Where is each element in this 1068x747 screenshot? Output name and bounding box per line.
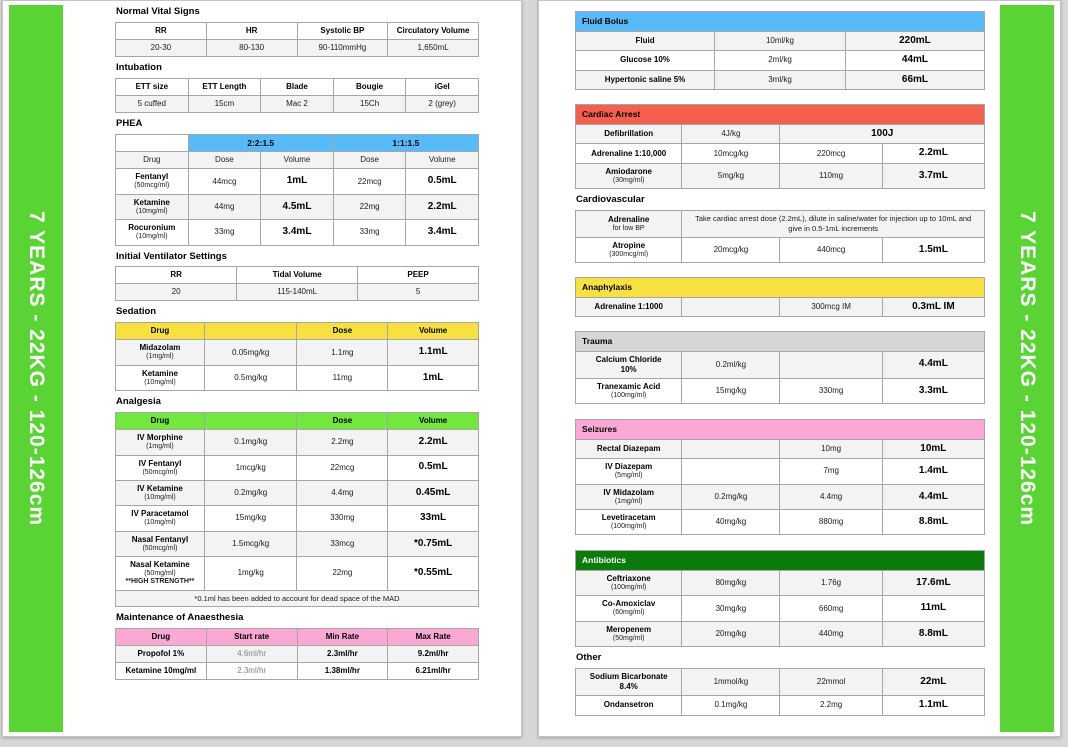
table-row (116, 430, 479, 455)
drug-cell: Hypertonic saline 5% (576, 70, 715, 90)
section-band-trauma (576, 332, 985, 352)
section-antibiotics (575, 550, 985, 647)
cell: 80-130 (206, 39, 297, 56)
cell: 22mg (297, 557, 388, 591)
cell: Take cardiac arrest dose (2.2mL), dilute in saline/water for injection up to 10mL and give in 0.5-1mL increments (682, 211, 985, 238)
cell: 115-140mL (237, 284, 358, 301)
section-band-antibiotics (576, 551, 985, 571)
volume-cell: 0.5mL (406, 169, 479, 194)
table-row (116, 590, 479, 606)
table-row (576, 621, 985, 646)
cell: Mac 2 (261, 95, 334, 112)
table-maintenance (115, 628, 479, 680)
volume-cell: 0.45mL (388, 480, 479, 505)
section-band-cardiac_arrest (576, 105, 985, 125)
cell (682, 459, 780, 484)
table-row (116, 531, 479, 556)
cell: 5mg/kg (682, 163, 780, 188)
cell: 10mg (780, 439, 882, 459)
header-cell: PEEP (358, 267, 479, 284)
cell: 330mg (297, 506, 388, 531)
cell: 0.2mg/kg (204, 480, 297, 505)
header-cell (204, 413, 297, 430)
cell: 20 (116, 284, 237, 301)
drug-cell: Adrenaline 1:1000 (576, 297, 682, 317)
volume-cell: 3.7mL (882, 163, 984, 188)
section-title-intubation: Intubation (116, 61, 162, 73)
cell: 10mcg/kg (682, 144, 780, 164)
cell: 15Ch (333, 95, 406, 112)
drug-cell: Defibrillation (576, 124, 682, 144)
header-cell: Volume (406, 152, 479, 169)
cell: 880mg (780, 510, 882, 535)
cell: 0.1mg/kg (682, 696, 780, 716)
section-seizures (575, 419, 985, 535)
table-row (576, 144, 985, 164)
table-cardiovascular (575, 210, 985, 263)
header-cell: Dose (297, 413, 388, 430)
table-row (116, 220, 479, 245)
cell: 7mg (780, 459, 882, 484)
section-band-seizures (576, 420, 985, 440)
table-intubation (115, 78, 479, 113)
cell: 0.2mg/kg (682, 484, 780, 509)
volume-cell: 4.4mL (882, 484, 984, 509)
section-analgesia (115, 397, 479, 607)
cell: 33mg (333, 220, 406, 245)
drug-cell: Fluid (576, 31, 715, 51)
page-right-content (575, 11, 985, 716)
section-title-ventilator: Initial Ventilator Settings (116, 250, 227, 262)
cell: 4.6ml/hr (206, 646, 297, 663)
cell: 44mg (188, 194, 261, 219)
volume-cell: 1.1mL (882, 696, 984, 716)
patient-summary-right: 7 YEARS - 22KG - 120-126cm (1016, 210, 1039, 527)
band-label: Anaphylaxis (576, 277, 985, 297)
drug-cell: IV Fentanyl (50mcg/ml) (116, 455, 205, 480)
cell: 4J/kg (682, 124, 780, 144)
band-label: Seizures (576, 420, 985, 440)
section-vital_signs (115, 7, 479, 57)
header-cell: RR (116, 22, 207, 39)
header-cell: Volume (261, 152, 334, 169)
volume-cell: 3.3mL (882, 378, 984, 403)
volume-cell: 2.2mL (406, 194, 479, 219)
header-cell: Volume (388, 323, 479, 340)
cell: 5 cuffed (116, 95, 189, 112)
drug-cell: Sodium Bicarbonate 8.4% (576, 669, 682, 696)
section-title-cardiovascular: Cardiovascular (576, 194, 645, 206)
cell: 440mcg (780, 237, 882, 262)
volume-cell: 8.8mL (882, 621, 984, 646)
cell: 0.05mg/kg (204, 340, 297, 365)
column-header-row (116, 629, 479, 646)
header-cell (204, 323, 297, 340)
cell: 1.76g (780, 571, 882, 596)
section-title-phea: PHEA (116, 117, 143, 129)
table-row (116, 284, 479, 301)
drug-cell: IV Midazolam (1mg/ml) (576, 484, 682, 509)
cell: 1.5mcg/kg (204, 531, 297, 556)
drug-cell: Nasal Fentanyl (50mcg/ml) (116, 531, 205, 556)
header-cell: Start rate (206, 629, 297, 646)
drug-cell: Meropenem (50mg/ml) (576, 621, 682, 646)
table-analgesia (115, 412, 479, 607)
cell (780, 351, 882, 378)
cell: 22mmol (780, 669, 882, 696)
drug-cell: Rocuronium (10mg/ml) (116, 220, 189, 245)
drug-cell: Adrenaline 1:10,000 (576, 144, 682, 164)
table-row (116, 557, 479, 591)
volume-cell: 22mL (882, 669, 984, 696)
drug-cell: Amiodarone (30mg/ml) (576, 163, 682, 188)
page-left-content (115, 5, 479, 680)
section-anaphylaxis (575, 277, 985, 317)
table-row (576, 459, 985, 484)
weight-band-right (1000, 5, 1054, 732)
table-row (116, 95, 479, 112)
header-cell: Dose (333, 152, 406, 169)
volume-cell: 3.4mL (406, 220, 479, 245)
drug-cell: Rectal Diazepam (576, 439, 682, 459)
drug-cell: Ketamine 10mg/ml (116, 663, 207, 680)
cell: 22mcg (333, 169, 406, 194)
cell: 1mg/kg (204, 557, 297, 591)
cell: 4.4mg (780, 484, 882, 509)
section-ventilator (115, 252, 479, 302)
cell: 20mcg/kg (682, 237, 780, 262)
table-row (576, 70, 985, 90)
table-row (116, 663, 479, 680)
table-antibiotics (575, 550, 985, 647)
section-fluid_bolus (575, 11, 985, 90)
header-cell: ETT Length (188, 78, 261, 95)
table-row (576, 378, 985, 403)
cell: 5 (358, 284, 479, 301)
volume-cell: 10mL (882, 439, 984, 459)
header-cell: Circulatory Volume (388, 22, 479, 39)
cell: 33mcg (297, 531, 388, 556)
section-sedation (115, 307, 479, 391)
cell: 40mg/kg (682, 510, 780, 535)
cell: 0.2ml/kg (682, 351, 780, 378)
drug-cell: IV Diazepam (5mg/ml) (576, 459, 682, 484)
table-row (576, 669, 985, 696)
volume-cell: 1mL (388, 365, 479, 390)
cell: 110mg (780, 163, 882, 188)
cell: 44mcg (188, 169, 261, 194)
section-intubation (115, 63, 479, 113)
cell: 11mg (297, 365, 388, 390)
drug-cell: Propofol 1% (116, 646, 207, 663)
cell: 2ml/kg (715, 51, 846, 71)
volume-cell: 17.6mL (882, 571, 984, 596)
cell: 300mcg IM (780, 297, 882, 317)
section-title-analgesia: Analgesia (116, 396, 161, 408)
table-row (576, 297, 985, 317)
cell: 220mcg (780, 144, 882, 164)
band-label: Fluid Bolus (576, 12, 985, 32)
table-row (116, 169, 479, 194)
cell: 15cm (188, 95, 261, 112)
cell: 90-110mmHg (297, 39, 388, 56)
table-other (575, 668, 985, 716)
section-other (575, 653, 985, 715)
header-cell: Blade (261, 78, 334, 95)
drug-cell: Calcium Chloride 10% (576, 351, 682, 378)
table-row (116, 39, 479, 56)
cell: 1mcg/kg (204, 455, 297, 480)
table-row (576, 237, 985, 262)
header-cell: Dose (188, 152, 261, 169)
table-row (576, 696, 985, 716)
cell: 2.3ml/hr (206, 663, 297, 680)
header-cell: Drug (116, 413, 205, 430)
cell: 1.1mg (297, 340, 388, 365)
header-cell: Drug (116, 152, 189, 169)
weight-band-left (9, 5, 63, 732)
table-anaphylaxis (575, 277, 985, 317)
table-row (116, 22, 479, 39)
drug-cell: IV Ketamine (10mg/ml) (116, 480, 205, 505)
cell: 22mg (333, 194, 406, 219)
table-row (576, 351, 985, 378)
drug-cell: Fentanyl (50mcg/ml) (116, 169, 189, 194)
section-phea (115, 119, 479, 246)
volume-cell: 11mL (882, 596, 984, 621)
page-left (2, 0, 522, 737)
drug-cell: Ketamine (10mg/ml) (116, 194, 189, 219)
table-row (116, 78, 479, 95)
table-fluid_bolus (575, 11, 985, 90)
table-ventilator (115, 266, 479, 301)
volume-cell: 0.3mL IM (882, 297, 984, 317)
band-label: Trauma (576, 332, 985, 352)
header-cell: Max Rate (388, 629, 479, 646)
section-title-other: Other (576, 652, 602, 664)
header-cell: Tidal Volume (237, 267, 358, 284)
section-maintenance (115, 613, 479, 680)
section-band-anaphylaxis (576, 277, 985, 297)
page-right (538, 0, 1061, 737)
section-title-vital_signs: Normal Vital Signs (116, 6, 200, 17)
section-trauma (575, 331, 985, 404)
cell: 80mg/kg (682, 571, 780, 596)
table-row (576, 439, 985, 459)
band-label: Cardiac Arrest (576, 105, 985, 125)
cell: 2.2mg (297, 430, 388, 455)
volume-cell: 1.1mL (388, 340, 479, 365)
band-cell: 1:1:1.5 (333, 134, 478, 152)
cell: 2.2mg (780, 696, 882, 716)
table-row (116, 152, 479, 169)
cell: 0.1mg/kg (204, 430, 297, 455)
table-row (116, 340, 479, 365)
header-cell: Drug (116, 323, 205, 340)
drug-cell: Ceftriaxone (100mg/ml) (576, 571, 682, 596)
table-row (576, 163, 985, 188)
header-cell: RR (116, 267, 237, 284)
drug-cell: Midazolam (1mg/ml) (116, 340, 205, 365)
table-row (116, 267, 479, 284)
section-cardiac_arrest (575, 104, 985, 189)
column-header-row (116, 413, 479, 430)
volume-cell: 3.4mL (261, 220, 334, 245)
section-cardiovascular (575, 195, 985, 263)
table-row (576, 31, 985, 51)
section-band-phea (116, 134, 479, 152)
cell: 15mg/kg (682, 378, 780, 403)
header-cell: HR (206, 22, 297, 39)
drug-cell: Adrenaline for low BP (576, 211, 682, 238)
table-row (116, 646, 479, 663)
drug-cell: Levetiracetam (100mg/ml) (576, 510, 682, 535)
band-label: Antibiotics (576, 551, 985, 571)
table-row (116, 455, 479, 480)
cell: 440mg (780, 621, 882, 646)
volume-cell: 2.2mL (388, 430, 479, 455)
header-cell: Volume (388, 413, 479, 430)
table-row (576, 596, 985, 621)
table-seizures (575, 419, 985, 535)
table-row (576, 124, 985, 144)
drug-cell: Ondansetron (576, 696, 682, 716)
header-cell: 6.21ml/hr (388, 663, 479, 680)
table-row (576, 51, 985, 71)
table-row (576, 484, 985, 509)
column-header-row (116, 323, 479, 340)
header-cell: Bougie (333, 78, 406, 95)
cell (682, 439, 780, 459)
volume-cell: 4.5mL (261, 194, 334, 219)
drug-cell: Atropine (300mcg/ml) (576, 237, 682, 262)
header-cell: 1.38ml/hr (297, 663, 388, 680)
volume-cell: 2.2mL (882, 144, 984, 164)
cell: *0.1ml has been added to account for dead space of the MAD (116, 590, 479, 606)
volume-cell: 33mL (388, 506, 479, 531)
table-trauma (575, 331, 985, 404)
cell: 22mcg (297, 455, 388, 480)
table-row (116, 365, 479, 390)
drug-cell: Tranexamic Acid (100mg/ml) (576, 378, 682, 403)
header-cell: 2.3ml/hr (297, 646, 388, 663)
volume-cell: 1.5mL (882, 237, 984, 262)
section-band-fluid_bolus (576, 12, 985, 32)
table-vital_signs (115, 22, 479, 57)
cell: 660mg (780, 596, 882, 621)
volume-cell: 220mL (845, 31, 984, 51)
volume-cell: 1mL (261, 169, 334, 194)
table-row (576, 211, 985, 238)
cell: 1mmol/kg (682, 669, 780, 696)
table-row (576, 571, 985, 596)
drug-cell: Nasal Ketamine (50mg/ml) **HIGH STRENGTH** (116, 557, 205, 591)
drug-cell: Glucose 10% (576, 51, 715, 71)
header-cell: Min Rate (297, 629, 388, 646)
table-row (116, 480, 479, 505)
cell: 4.4mg (297, 480, 388, 505)
header-cell: ETT size (116, 78, 189, 95)
cell: 10ml/kg (715, 31, 846, 51)
cell (682, 297, 780, 317)
band-blank-cell (116, 134, 189, 152)
patient-summary-left: 7 YEARS - 22KG - 120-126cm (25, 210, 48, 527)
volume-cell: 4.4mL (882, 351, 984, 378)
cell: 30mg/kg (682, 596, 780, 621)
cell: 330mg (780, 378, 882, 403)
volume-cell: 1.4mL (882, 459, 984, 484)
table-row (116, 506, 479, 531)
volume-cell: 8.8mL (882, 510, 984, 535)
header-cell: 9.2ml/hr (388, 646, 479, 663)
cell: 15mg/kg (204, 506, 297, 531)
header-cell: Dose (297, 323, 388, 340)
table-row (576, 510, 985, 535)
cell: 20-30 (116, 39, 207, 56)
table-phea (115, 134, 479, 246)
drug-cell: Co-Amoxiclav (60mg/ml) (576, 596, 682, 621)
drug-cell: Ketamine (10mg/ml) (116, 365, 205, 390)
band-cell: 2:2:1.5 (188, 134, 333, 152)
volume-cell: *0.55mL (388, 557, 479, 591)
cell: 20mg/kg (682, 621, 780, 646)
header-cell: Systolic BP (297, 22, 388, 39)
section-title-sedation: Sedation (116, 306, 157, 318)
section-title-maintenance: Maintenance of Anaesthesia (116, 612, 244, 624)
cell: 0.5mg/kg (204, 365, 297, 390)
volume-cell: 66mL (845, 70, 984, 90)
table-cardiac_arrest (575, 104, 985, 189)
volume-cell: 44mL (845, 51, 984, 71)
cell: 3ml/kg (715, 70, 846, 90)
cell: 33mg (188, 220, 261, 245)
volume-cell: 100J (780, 124, 985, 144)
header-cell: Drug (116, 629, 207, 646)
volume-cell: 0.5mL (388, 455, 479, 480)
table-sedation (115, 322, 479, 391)
drug-cell: IV Morphine (1mg/ml) (116, 430, 205, 455)
header-cell: iGel (406, 78, 479, 95)
table-row (116, 194, 479, 219)
cell: 1,650mL (388, 39, 479, 56)
drug-cell: IV Paracetamol (10mg/ml) (116, 506, 205, 531)
volume-cell: *0.75mL (388, 531, 479, 556)
cell: 2 (grey) (406, 95, 479, 112)
